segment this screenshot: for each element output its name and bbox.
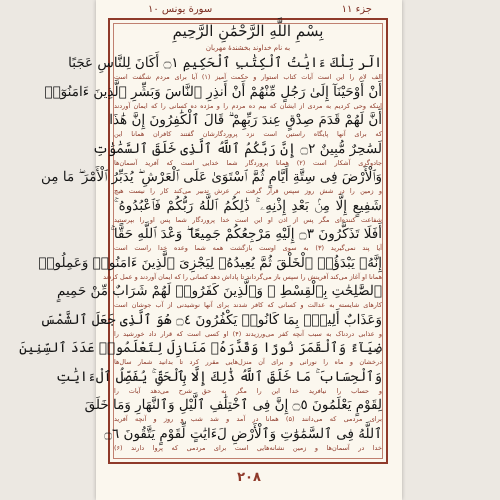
page-number: ۲۰۸ (237, 470, 261, 485)
translation-line: خدا در آسمان‌ها و زمین نشانه‌هایی است برای مردمی که پروا دارند (۶) (114, 443, 382, 452)
translation-line: و عذابی دردناک به سبب آنچه کفر می‌ورزیدند (۴) او کسی است که قرار داد خورشید را (114, 329, 382, 338)
verse-line: ٱللَّهُ فِى ٱلسَّمَٰوَٰتِ وَٱلْأَرْضِ لَءَايَٰتٍ لِّقَوْمٍ يَتَّقُونَ ۝٦ (104, 425, 382, 442)
translation-line: و زمین را در شش روز سپس قرار گرفت بر عرش تدبیر می‌کند کار را نیست هیچ (114, 187, 382, 195)
verse-line: إِنَّهُۥ يَبْدَؤُا۟ ٱلْخَلْقَ ثُمَّ يُعِيدُهُۥ لِيَجْزِىَ ٱلَّذِينَ ءَامَنُوا۟ وَعَمِلُوا۟ (38, 254, 382, 271)
verse-line: أَنَّ لَهُمْ قَدَمَ صِدْقٍ عِندَ رَبِّهِمْ ۗ قَالَ ٱلْكَٰفِرُونَ إِنَّ هَٰذَا (109, 112, 382, 128)
page-header (96, 4, 402, 18)
translation-line: اینکه وحی کردیم به مردی از ایشان که بیم ده مردم را و مژده ده کسانی را که ایمان آوردند (114, 101, 382, 110)
translation-line: شفاعت کننده‌ای مگر پس از اذن او این است خدا پروردگار شما پس او را بپرستید (114, 215, 382, 224)
verse-line: وَٱلْحِسَابَ ۚ مَا خَلَقَ ٱللَّهُ ذَٰلِكَ إِلَّا بِٱلْحَقِّ ۚ يُفَصِّلُ ٱلْءَايَٰتِ (56, 368, 382, 385)
basmala-translation: به نام خداوند بخشندهٔ مهربان (205, 44, 291, 52)
translation-line: الف لام را این است آیات کتاب استوار و حکمت آمیز (۱) آیا برای مردم شگفت است (114, 73, 382, 81)
verse-line: ٱلصَّٰلِحَٰتِ بِٱلْقِسْطِ ۚ وَٱلَّذِينَ كَفَرُوا۟ لَهُمْ شَرَابٌ مِّنْ حَمِيمٍ (57, 283, 382, 299)
translation-line: کارهای شایسته به عدالت و کسانی که کافر شدند برای آنها نوشیدنی از آب جوشان است (114, 301, 382, 309)
mushaf-page (19, 0, 402, 500)
verse-line: أَنْ أَوْحَيْنَآ إِلَىٰ رَجُلٍ مِّنْهُمْ أَنْ أَنذِرِ ٱلنَّاسَ وَبَشِّرِ ٱلَّذِينَ ءَامَنُوٓا۟ (44, 83, 382, 100)
translation-line: درخشان و ماه را نورانی و برای آن منزل‌هایی مقرر کرد تا بدانید شمار سال‌ها (114, 358, 382, 366)
translation-line: همانا او آغاز می‌کند آفرینش را سپس باز می‌گرداند تا پاداش دهد کسانی را که ایمان آوردند و عمل کردند (103, 272, 382, 281)
verse-line: لِقَوْمٍ يَعْلَمُونَ ۝٥ إِنَّ فِى ٱخْتِلَٰفِ ٱلَّيْلِ وَٱلنَّهَارِ وَمَا خَلَقَ (84, 397, 382, 413)
verse-line: أَفَلَا تَذَكَّرُونَ ۝٣ إِلَيْهِ مَرْجِعُكُمْ جَمِيعًا ۖ وَعْدَ ٱللَّهِ حَقًّا ۚ (110, 226, 382, 242)
surah-label: سورة يونس ۱۰ (148, 4, 213, 15)
translation-line: آیا پند نمی‌گیرید (۳) به سوی اوست بازگشت همه شما وعده خدا راست است (114, 244, 382, 252)
juz-label: جزء ۱۱ (341, 4, 372, 15)
translation-line: که برای آنها پایگاه راستین است نزد پروردگارشان گفتند کافران همانا این (114, 130, 382, 138)
translation-line: برای مردمی که می‌دانند (۵) همانا در آمد و شد شب و روز و آنچه آفرید (114, 415, 382, 423)
verse-line: الٓر تِلْكَ ءَايَٰتُ ٱلْكِتَٰبِ ٱلْحَكِيمِ ۝١ أَكَانَ لِلنَّاسِ عَجَبًا (68, 55, 382, 71)
translation-line: و حساب را نیافرید خدا این را مگر به حق شرح می‌دهد آیات را (114, 386, 382, 395)
verse-line: ضِيَآءً وَٱلْقَمَرَ نُورًا وَقَدَّرَهُۥ مَنَازِلَ لِتَعْلَمُوا۟ عَدَدَ ٱلسِّنِينَ (19, 340, 382, 356)
verse-line: شَفِيعٍ إِلَّا مِنۢ بَعْدِ إِذْنِهِۦ ۚ ذَٰلِكُمُ ٱللَّهُ رَبُّكُمْ فَٱعْبُدُوهُ ۚ (114, 197, 382, 214)
basmala: بِسْمِ اللَّهِ الرَّحْمَٰنِ الرَّحِيمِ (172, 22, 324, 40)
verse-line: وَعَذَابٌ أَلِيمٌۢ بِمَا كَانُوا۟ يَكْفُرُونَ ۝٤ هُوَ ٱلَّذِى جَعَلَ ٱلشَّمْسَ (40, 311, 382, 328)
translation-line: جادوگری آشکار است (۲) همانا پروردگار شما خدایی است که آفرید آسمان‌ها (114, 158, 382, 167)
verse-line: لَسَٰحِرٌ مُّبِينٌ ۝٢ إِنَّ رَبَّكُمُ ٱللَّهُ ٱلَّذِى خَلَقَ ٱلسَّمَٰوَٰتِ (92, 140, 382, 157)
verse-line: وَٱلْأَرْضَ فِى سِتَّةِ أَيَّامٍ ثُمَّ ٱسْتَوَىٰ عَلَى ٱلْعَرْشِ ۖ يُدَبِّرُ ٱلْأَمْرَ ۖ مَا مِن (41, 169, 382, 185)
